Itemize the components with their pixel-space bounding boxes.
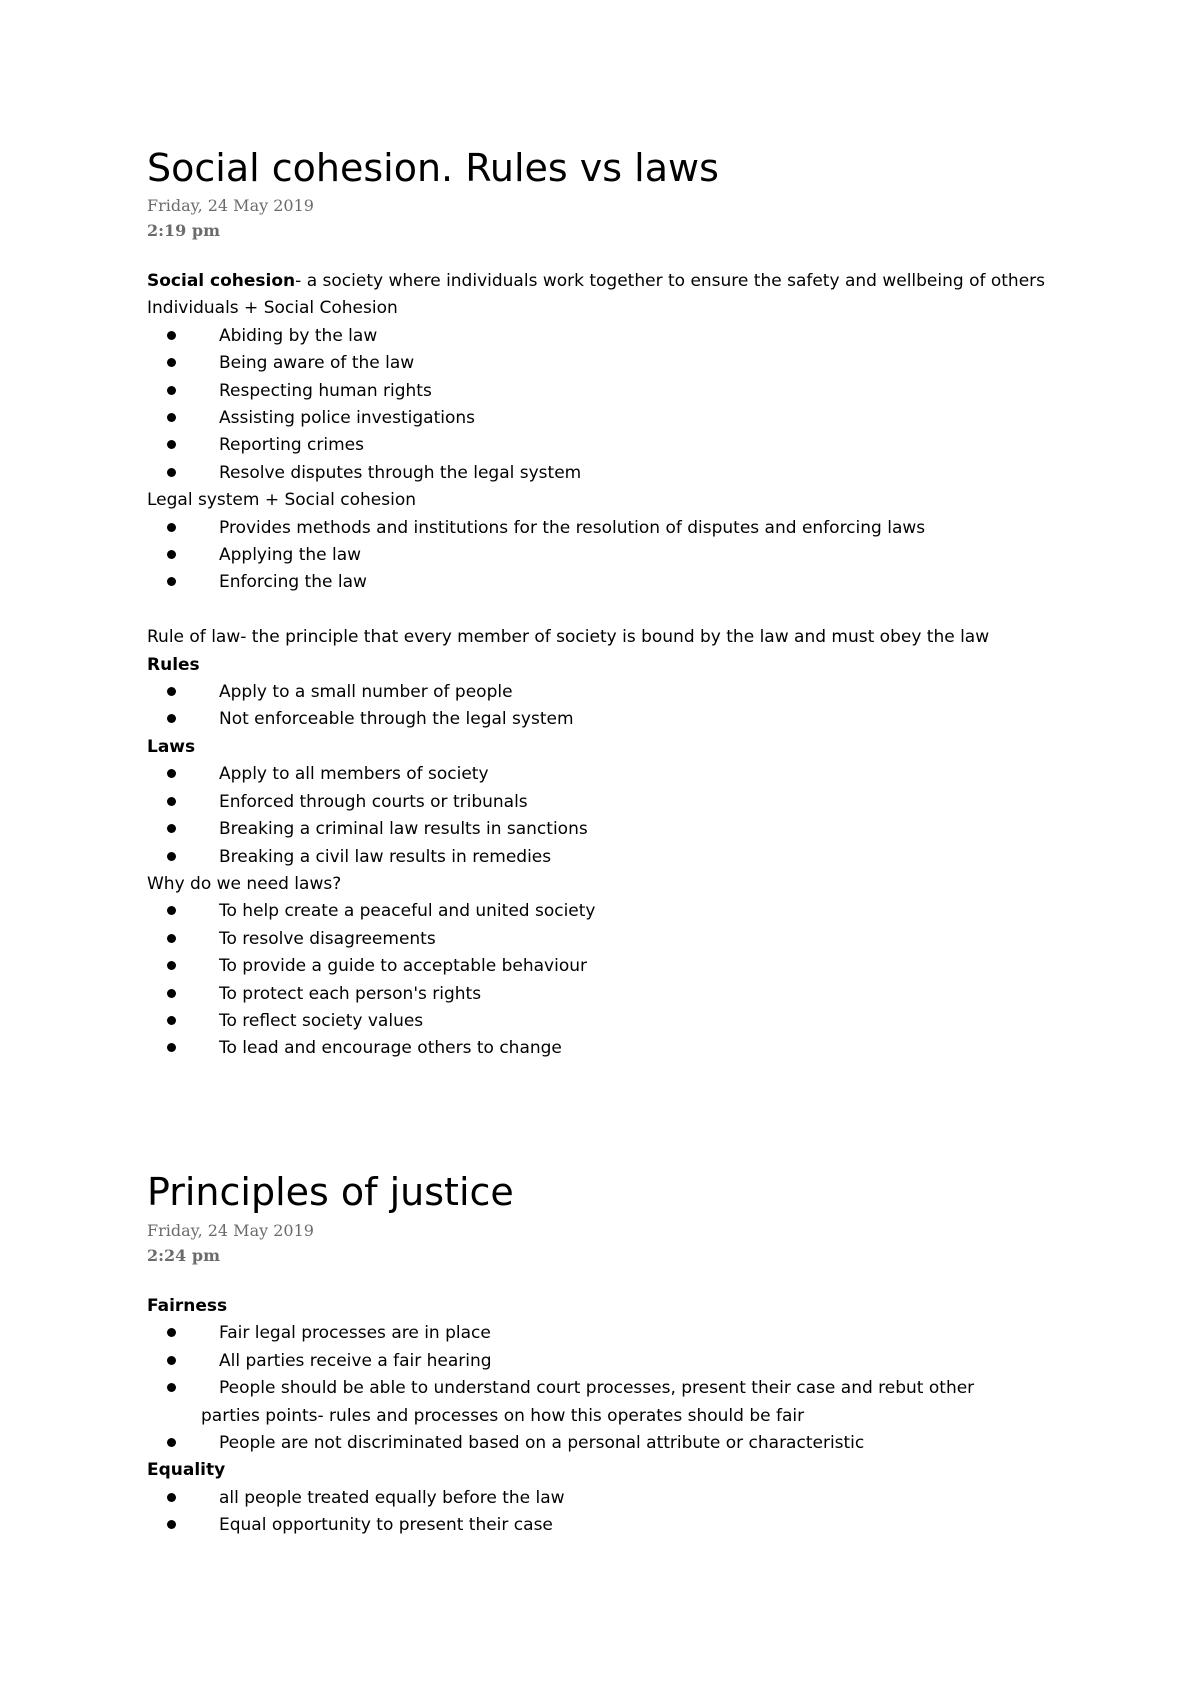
bullet-icon <box>167 1520 176 1529</box>
list-item <box>147 844 1067 871</box>
list-item <box>147 1430 1067 1457</box>
list-item-text: To help create a peaceful and united society <box>219 901 596 922</box>
list-item <box>147 405 1067 432</box>
bullet-icon <box>167 1438 176 1447</box>
list-item-text: People should be able to understand court processes, present their case and rebut other <box>219 1378 975 1399</box>
list-item-text: Enforcing the law <box>219 572 367 593</box>
list-item <box>147 1008 1067 1035</box>
list-item <box>147 1035 1067 1062</box>
bullet-list <box>147 898 1067 1062</box>
bullet-icon <box>167 577 176 586</box>
list-item <box>147 378 1067 405</box>
section-date: Friday, 24 May 2019 <box>147 1221 314 1240</box>
list-item-text: Apply to all members of society <box>219 764 489 785</box>
list-item-text: Fair legal processes are in place <box>219 1323 491 1344</box>
bullet-icon <box>167 989 176 998</box>
list-heading: Equality <box>147 1460 226 1481</box>
bullet-icon <box>167 358 176 367</box>
bullet-icon <box>167 1356 176 1365</box>
bullet-icon <box>167 824 176 833</box>
bullet-icon <box>167 413 176 422</box>
section-body <box>147 1293 1067 1540</box>
bullet-icon <box>167 961 176 970</box>
section-time: 2:19 pm <box>147 221 220 240</box>
list-item <box>147 816 1067 843</box>
bullet-icon <box>167 714 176 723</box>
section-meta <box>147 193 314 243</box>
list-item-text: Not enforceable through the legal system <box>219 709 574 730</box>
bullet-icon <box>167 468 176 477</box>
list-item-text: To resolve disagreements <box>219 928 436 949</box>
section-date: Friday, 24 May 2019 <box>147 196 314 215</box>
list-item <box>147 323 1067 350</box>
list-item <box>147 1348 1067 1375</box>
list-item <box>147 1320 1067 1347</box>
list-item-text: Being aware of the law <box>219 353 415 374</box>
list-item-text: To reflect society values <box>219 1010 424 1031</box>
bullet-icon <box>167 934 176 943</box>
section-body <box>147 268 1067 1063</box>
bullet-icon <box>167 797 176 806</box>
section-time: 2:24 pm <box>147 1246 220 1265</box>
list-item <box>147 789 1067 816</box>
list-item <box>147 679 1067 706</box>
list-item <box>147 1485 1067 1512</box>
list-item-text: Breaking a criminal law results in sanctions <box>219 819 588 840</box>
bullet-icon <box>167 523 176 532</box>
bullet-icon <box>167 852 176 861</box>
definition-term: Social cohesion <box>147 271 296 291</box>
bullet-list <box>147 1320 1067 1457</box>
bullet-icon <box>167 440 176 449</box>
list-heading: Individuals + Social Cohesion <box>147 298 398 319</box>
list-item-text: Equal opportunity to present their case <box>219 1515 553 1536</box>
section-title: Social cohesion. Rules vs laws <box>147 146 719 190</box>
list-item <box>147 432 1067 459</box>
list-item-text: Respecting human rights <box>219 380 432 401</box>
definition-text: - a society where individuals work together to ensure the safety and wellbeing of others <box>295 271 1046 291</box>
bullet-list <box>147 761 1067 871</box>
list-item-text: Abiding by the law <box>219 325 378 346</box>
bullet-icon <box>167 386 176 395</box>
list-item-text: Assisting police investigations <box>219 408 476 429</box>
bullet-icon <box>167 331 176 340</box>
bullet-icon <box>167 550 176 559</box>
list-item <box>147 953 1067 980</box>
list-item <box>147 981 1067 1008</box>
section-meta <box>147 1218 314 1268</box>
list-item-text: Provides methods and institutions for the resolution of disputes and enforcing laws <box>219 517 926 538</box>
list-heading: Why do we need laws? <box>147 873 342 894</box>
section-title: Principles of justice <box>147 1170 514 1214</box>
list-item-text: Reporting crimes <box>219 435 364 456</box>
bullet-icon <box>167 1383 176 1392</box>
list-heading: Fairness <box>147 1296 228 1316</box>
list-item-text-continued: parties points- rules and processes on how this operates should be fair <box>201 1405 805 1426</box>
list-item <box>147 706 1067 733</box>
list-item-text: All parties receive a fair hearing <box>219 1350 492 1371</box>
list-item <box>147 1512 1067 1539</box>
bullet-list <box>147 679 1067 734</box>
list-item <box>147 569 1067 596</box>
list-item <box>147 1375 1067 1430</box>
list-item <box>147 515 1067 542</box>
list-heading: Rules <box>147 654 200 675</box>
bullet-list <box>147 1485 1067 1540</box>
list-item-text: Apply to a small number of people <box>219 682 513 703</box>
bullet-icon <box>167 1043 176 1052</box>
rule-of-law-paragraph: Rule of law- the principle that every member of society is bound by the law and must obey the law <box>147 627 990 648</box>
bullet-list <box>147 323 1067 487</box>
list-item <box>147 898 1067 925</box>
list-item-text: Breaking a civil law results in remedies <box>219 846 552 867</box>
definition-paragraph <box>147 268 1067 295</box>
bullet-list <box>147 515 1067 597</box>
list-item-text: Applying the law <box>219 545 362 566</box>
bullet-icon <box>167 687 176 696</box>
list-item <box>147 460 1067 487</box>
list-item-text: To protect each person's rights <box>219 983 482 1004</box>
list-item <box>147 926 1067 953</box>
bullet-icon <box>167 1493 176 1502</box>
list-item-text: Enforced through courts or tribunals <box>219 791 528 812</box>
list-item-text: People are not discriminated based on a personal attribute or characteristic <box>219 1433 865 1454</box>
list-item-text: To lead and encourage others to change <box>219 1038 562 1059</box>
list-heading: Laws <box>147 736 196 757</box>
list-item-text: To provide a guide to acceptable behaviour <box>219 956 587 977</box>
list-item-text: Resolve disputes through the legal system <box>219 462 582 483</box>
bullet-icon <box>167 1328 176 1337</box>
bullet-icon <box>167 769 176 778</box>
list-heading: Legal system + Social cohesion <box>147 490 417 511</box>
spacer <box>147 597 1067 624</box>
list-item <box>147 761 1067 788</box>
list-item-text: all people treated equally before the law <box>219 1487 565 1508</box>
bullet-icon <box>167 906 176 915</box>
bullet-icon <box>167 1016 176 1025</box>
list-item <box>147 350 1067 377</box>
list-item <box>147 542 1067 569</box>
